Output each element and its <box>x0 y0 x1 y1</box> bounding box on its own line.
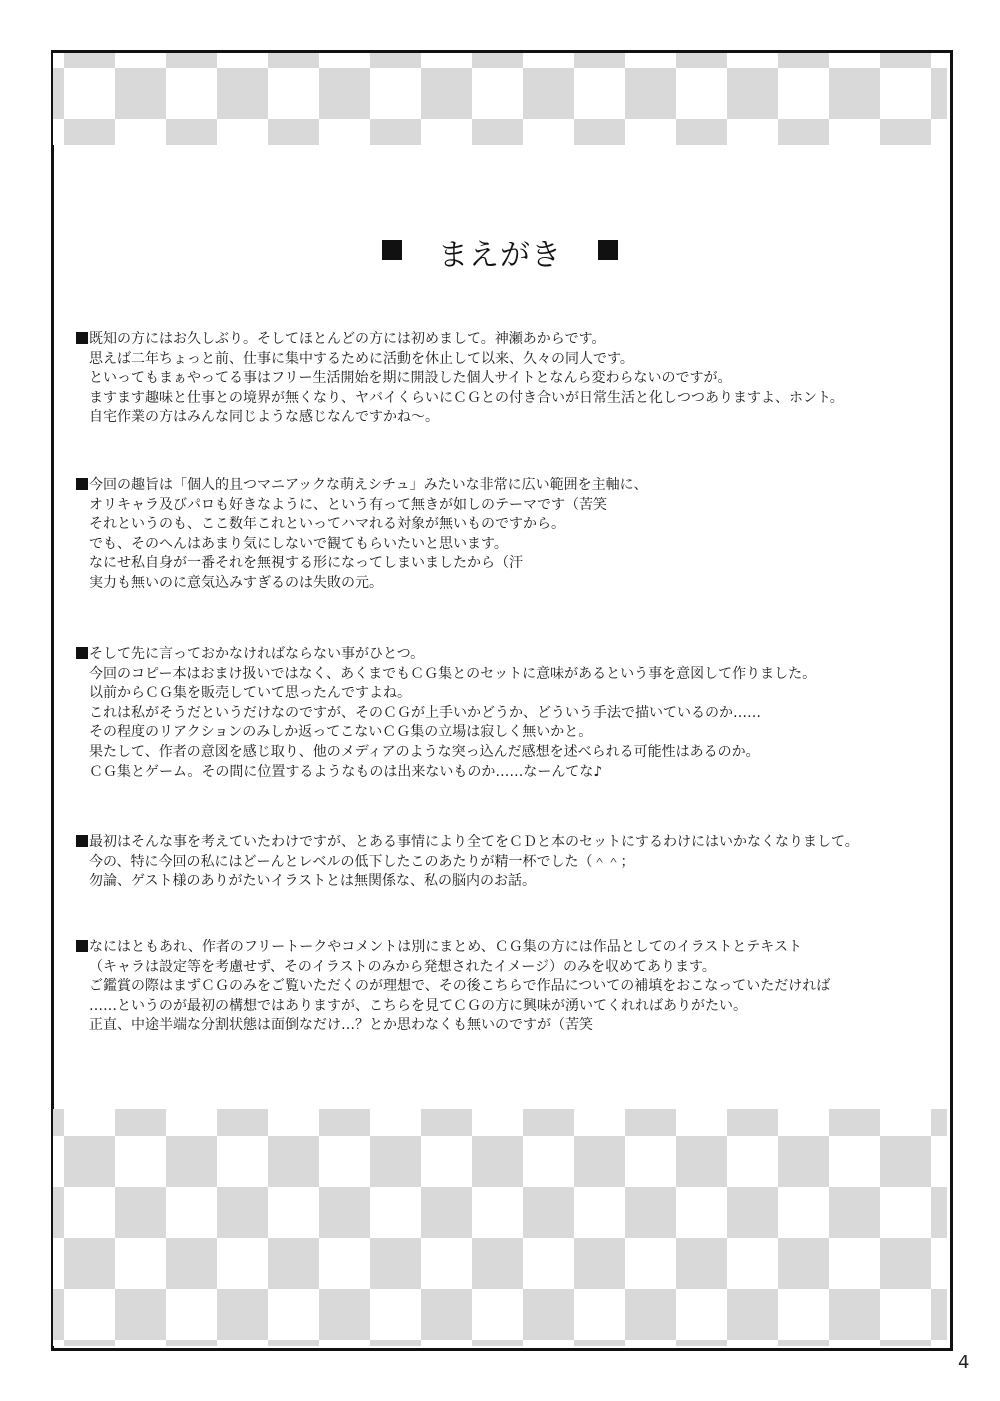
bullet-square-icon <box>76 940 88 952</box>
paragraph-line: オリキャラ及びパロも好きなように、という有って無きが如しのテーマです（苦笑 <box>89 496 607 513</box>
page-title <box>0 230 1000 274</box>
paragraph-line: その程度のリアクションのみしか返ってこないＣＧ集の立場は寂しく無いかと。 <box>89 724 593 741</box>
bullet-square-icon <box>76 332 88 344</box>
paragraph-line: なにせ私自身が一番それを無視する形になってしまいましたから（汗 <box>89 555 523 572</box>
paragraph-line: それというのも、ここ数年これといってハマれる対象が無いものですから。 <box>89 516 565 533</box>
black-square-icon <box>598 240 618 260</box>
checker-pattern-top <box>53 53 947 145</box>
paragraph-line: 自宅作業の方はみんな同じような感じなんですかね～。 <box>89 409 439 426</box>
page-number: 4 <box>958 1352 970 1373</box>
paragraph-line: ご鑑賞の際はまずＣＧのみをご覧いただくのが理想で、その後こちらで作品についての補填をおこなっていただければ <box>89 978 831 995</box>
black-square-icon <box>382 240 402 260</box>
paragraph-5 <box>76 938 946 1036</box>
paragraph-line: 以前からＣＧ集を販売していて思ったんですよね。 <box>89 685 411 702</box>
paragraph-line: 勿論、ゲスト様のありがたいイラストとは無関係な、私の脳内のお話。 <box>89 873 537 890</box>
paragraph-line: そして先に言っておかなければならない事がひとつ。 <box>89 646 425 662</box>
page-title-text: まえがき <box>438 238 562 273</box>
paragraph-line: （キャラは設定等を考慮せず、そのイラストのみから発想されたイメージ）のみを収めてあります。 <box>89 958 716 975</box>
paragraph-line: 既知の方にはお久しぶり。そしてほとんどの方には初めまして。神瀬あからです。 <box>89 331 606 347</box>
paragraph-line: なにはともあれ、作者のフリートークやコメントは別にまとめ、ＣＧ集の方には作品としてのイラストとテキスト <box>89 939 803 955</box>
paragraph-line: 今回のコピー本はおまけ扱いではなく、あくまでもＣＧ集とのセットに意味があるという事を意図して作りました。 <box>89 665 817 682</box>
paragraph-line: といってもまぁやってる事はフリー生活開始を期に開設した個人サイトとなんら変わらないのですが。 <box>89 370 732 387</box>
paragraph-1 <box>76 330 946 428</box>
paragraph-line: ＣＧ集とゲーム。その間に位置するようなものは出来ないものか……なーんてな♪ <box>89 763 603 780</box>
paragraph-line: 最初はそんな事を考えていたわけですが、とある事情により全てをＣＤと本のセットにするわけにはいかなくなりまして。 <box>89 834 859 850</box>
paragraph-line: 実力も無いのに意気込みすぎるのは失敗の元。 <box>89 574 383 591</box>
bullet-square-icon <box>76 647 88 659</box>
paragraph-line: 今の、特に今回の私にはどーんとレベルの低下したこのあたりが精一杯でした（＾＾； <box>89 853 635 870</box>
paragraph-line: 正直、中途半端な分割状態は面倒なだけ…？とか思わなくも無いのですが（苦笑 <box>89 1017 593 1034</box>
checker-pattern-bottom <box>53 1109 947 1346</box>
paragraph-4 <box>76 833 946 892</box>
paragraph-line: 今回の趣旨は「個人的且つマニアックな萌えシチュ」みたいな非常に広い範囲を主軸に、 <box>89 477 648 493</box>
paragraph-line: ますます趣味と仕事との境界が無くなり、ヤバイくらいにＣＧとの付き合いが日常生活と化しつつありますよ、ホント。 <box>89 389 844 406</box>
paragraph-line: ……というのが最初の構想ではありますが、こちらを見てＣＧの方に興味が湧いてくれればありがたい。 <box>89 997 747 1014</box>
paragraph-line: 果たして、作者の意図を感じ取り、他のメディアのような突っ込んだ感想を述べられる可能性はあるのか。 <box>89 743 760 760</box>
bullet-square-icon <box>76 835 88 847</box>
paragraph-line: 思えば二年ちょっと前、仕事に集中するために活動を休止して以来、久々の同人です。 <box>89 350 634 367</box>
paragraph-3 <box>76 645 946 782</box>
bullet-square-icon <box>76 478 88 490</box>
paragraph-line: これは私がそうだというだけなのですが、そのＣＧが上手いかどうか、どういう手法で描いているのか…… <box>89 704 761 721</box>
paragraph-2 <box>76 476 946 594</box>
paragraph-line: でも、そのへんはあまり気にしないで観てもらいたいと思います。 <box>89 535 508 552</box>
